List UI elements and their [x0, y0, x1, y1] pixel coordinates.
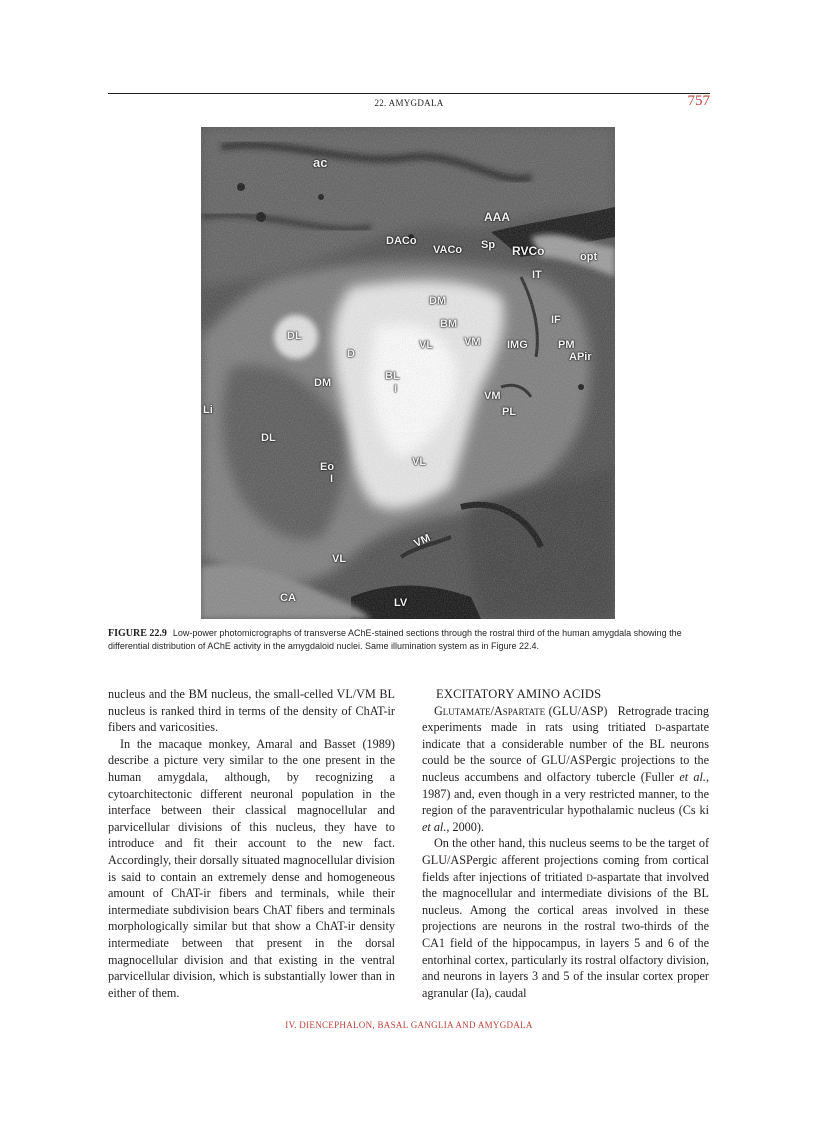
label-it: IT [532, 269, 542, 281]
left-paragraph-1: nucleus and the BM nucleus, the small-celled VL/VM BL nucleus is ranked third in terms of the density of ChAT-ir fibers and varicosities. [108, 687, 395, 735]
label-sp: Sp [481, 239, 496, 251]
label-daco: DACo [386, 235, 417, 247]
header-rule [108, 93, 710, 94]
left-paragraph-2: In the macaque monkey, Amaral and Basset (1989) describe a picture very similar to the one present in the human amygdala, although, by recognizing a cytoarchitectonic different neuronal population in the interface between their classical magnocellular and parvicellular divisions of this nucleus, they have to introduce and fit their account to the new fact. Accordingly, their dorsally situated magnocellular division is said to contain an extremely dense and homogeneous amount of ChAT-ir fibers and terminals, while their intermediate subdivision bears ChAT fibers and terminals morphologically similar but that show a ChAT-ir density intermediate between that present in the dorsal magnocellular division and that existing in the ventral parvicellular division, which is substantially lower than in either of them. [108, 736, 395, 1000]
p2-part2: -aspartate that involved the magnocellular and intermediate divisions of the BL nucleus. Among the cortical areas involved in these projections are neurons in the rostral two-thirds of the CA1 field of the hippocampus, in layers 5 and 6 of the entorhinal cortex, particularly its rostral olfactory division, and neurons in layers 3 and 5 of the insular cortex proper agranular (Ia), caudal [422, 869, 709, 1000]
label-vm-lower: VM [412, 532, 433, 550]
section-heading: EXCITATORY AMINO ACIDS [436, 687, 602, 701]
left-column [108, 686, 395, 1001]
photomicrograph-image [201, 127, 615, 619]
page-footer: IV. DIENCEPHALON, BASAL GANGLIA AND AMYGDALA [285, 1020, 533, 1030]
label-dm-top: DM [429, 295, 447, 307]
label-eo-i: I [330, 473, 334, 485]
p1-etal-2: et al. [422, 819, 447, 834]
p2-d-prefix: d [586, 869, 593, 884]
label-bl: BL [385, 370, 400, 382]
label-li: Li [203, 404, 213, 416]
label-bl-i: I [394, 383, 398, 395]
label-eo: Eo [320, 461, 335, 473]
label-apir: APir [569, 351, 592, 363]
label-ca: CA [280, 592, 296, 604]
right-paragraph-1 [422, 703, 709, 836]
label-vl-center: VL [412, 456, 427, 468]
label-vl-mid: VL [419, 339, 434, 351]
label-opt: opt [580, 251, 598, 263]
running-head: 22. AMYGDALA [374, 98, 444, 108]
p1-etal: et al. [679, 769, 706, 784]
p1-d-prefix: d [655, 720, 662, 735]
subheading: Glutamate/Aspartate (GLU/ASP) [434, 703, 608, 718]
label-ac: ac [313, 155, 328, 170]
p1-part2: -aspartate indicate that a considerable number of the BL neurons could be the source of GLU/ASPergic projections to the nucleus accumbens and olfactory tubercle (Fuller [422, 720, 709, 784]
right-column [422, 686, 709, 1001]
right-paragraph-2 [422, 835, 709, 1001]
p1-part3: , 1987) and, even though in a very restricted manner, to the region of the paraventricular hypothalamic nucleus (Cs ki [422, 769, 710, 818]
label-img: IMG [507, 339, 528, 351]
label-vm-mid: VM [464, 336, 481, 348]
p1-part4: , 2000). [446, 819, 484, 834]
figure-photomicrograph [201, 127, 615, 619]
label-vaco: VACo [433, 244, 463, 256]
label-dl-circle: DL [287, 330, 302, 342]
label-pm: PM [558, 339, 575, 351]
caption-text: Low-power photomicrographs of transverse AChE-stained sections through the rostral third of the human amygdala showing the differential distribution of AChE activity in the amygdaloid nuclei. Same illumination system as in Figure 22.4. [108, 628, 682, 651]
label-d: D [347, 348, 355, 360]
label-lv: LV [394, 597, 408, 609]
label-dm-left: DM [314, 377, 332, 389]
label-pl: PL [502, 406, 517, 418]
label-vl-lower: VL [332, 553, 347, 565]
page-number: 757 [687, 93, 710, 109]
p2-part1: On the other hand, this nucleus seems to be the target of GLU/ASPergic afferent projections coming from cortical fields after injections of tritiated [422, 836, 709, 884]
figure-number: FIGURE 22.9 [108, 628, 167, 639]
label-aaa: AAA [484, 210, 510, 224]
label-vm-right: VM [484, 390, 501, 402]
label-dl-left: DL [261, 432, 276, 444]
figure-caption [108, 627, 710, 653]
p1-part1: Retrograde tracing experiments made in rats using tritiated [422, 703, 710, 735]
label-rvco: RVCo [512, 244, 545, 258]
label-bm: BM [440, 318, 458, 330]
label-if: IF [551, 314, 561, 326]
